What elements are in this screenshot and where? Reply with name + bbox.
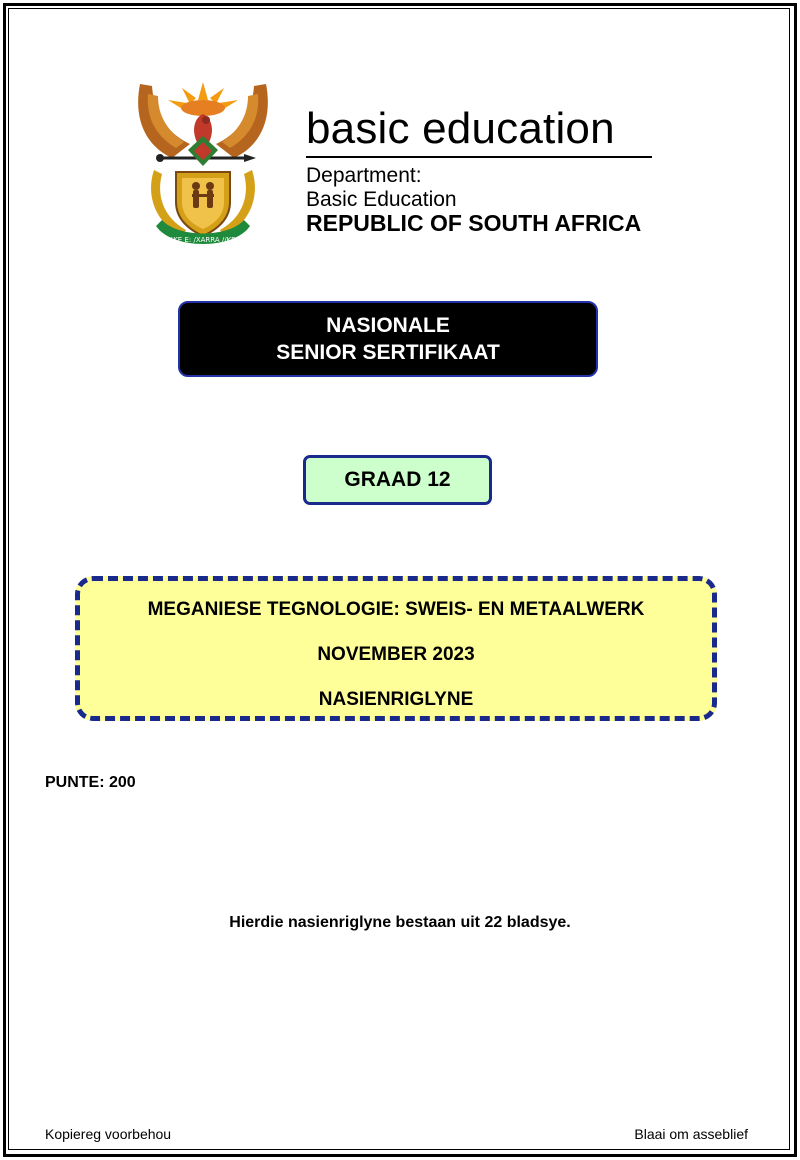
coat-of-arms-logo (132, 74, 274, 252)
subject-box (75, 576, 717, 721)
page-count-note: Hierdie nasienriglyne bestaan uit 22 bladsye. (229, 914, 571, 931)
certificate-box (178, 301, 598, 377)
brand-name: basic education (306, 104, 615, 153)
brand-divider (306, 156, 652, 158)
document-type: NASIENRIGLYNE (318, 689, 474, 710)
total-points: PUNTE: 200 (45, 774, 136, 791)
department-label: Department: (306, 164, 422, 187)
footer-turn-page: Blaai om asseblief (634, 1126, 748, 1142)
department-name: Basic Education (306, 188, 457, 211)
certificate-line-1: NASIONALE (326, 314, 450, 337)
country-name: REPUBLIC OF SOUTH AFRICA (306, 210, 642, 236)
crest-motto: !KE E: /XARRA //KE (170, 236, 236, 244)
grade-box: GRAAD 12 (303, 455, 492, 505)
certificate-line-2: SENIOR SERTIFIKAAT (276, 341, 500, 364)
subject-title: MEGANIESE TEGNOLOGIE: SWEIS- EN METAALWERK (147, 599, 645, 620)
footer-copyright: Kopiereg voorbehou (45, 1126, 172, 1142)
exam-session: NOVEMBER 2023 (317, 644, 475, 665)
